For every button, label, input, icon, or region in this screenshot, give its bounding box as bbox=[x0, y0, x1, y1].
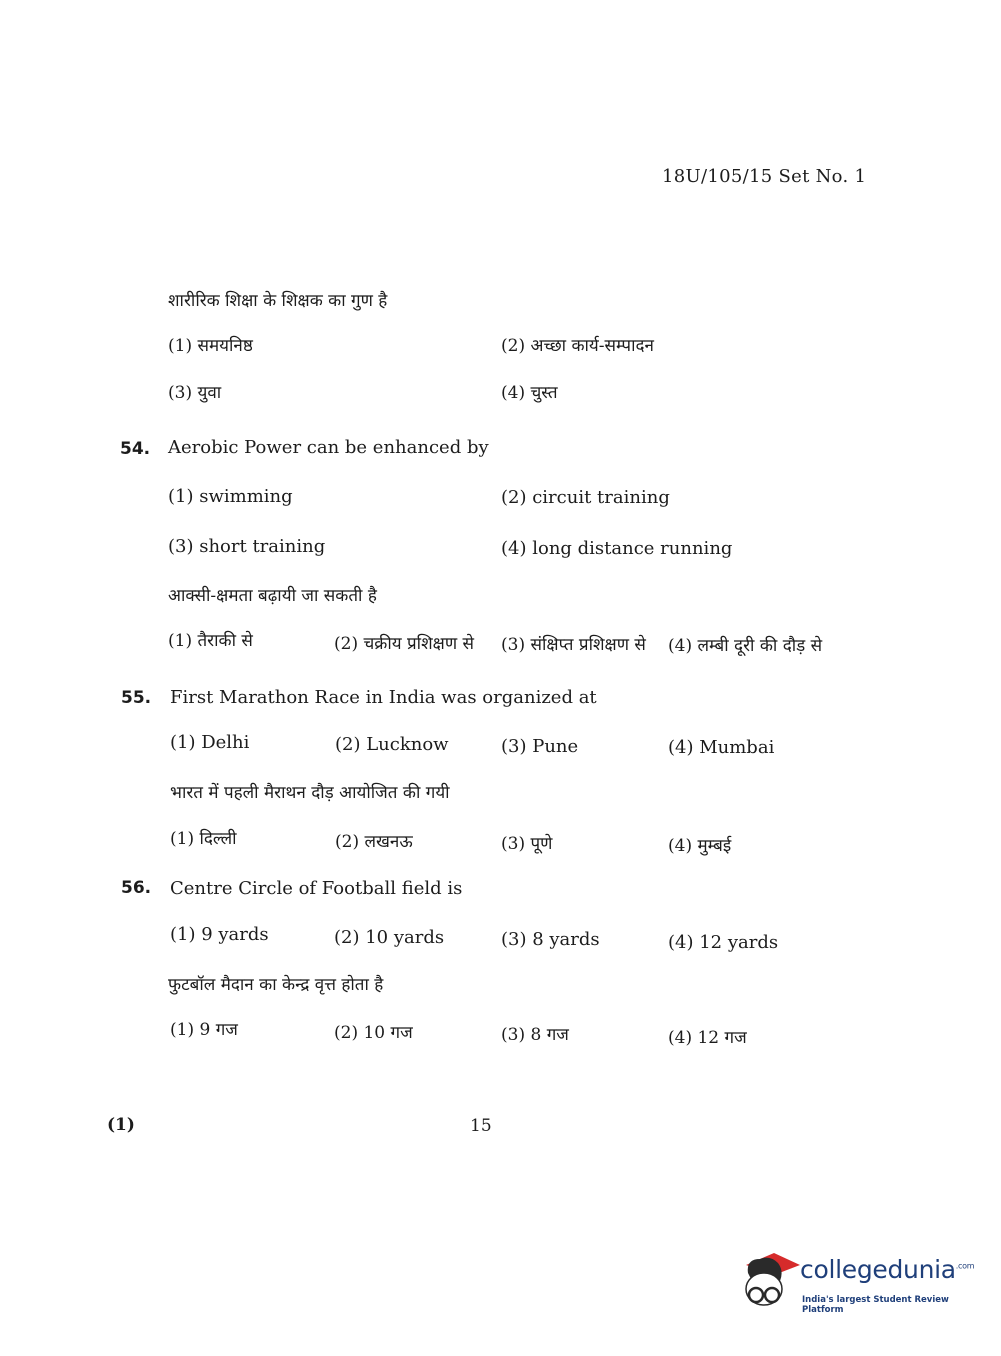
q53-option-2: (2) अच्छा कार्य-सम्पादन bbox=[501, 336, 654, 356]
logo-name: collegedunia bbox=[800, 1255, 956, 1284]
q55-option-3: (3) Pune bbox=[501, 736, 579, 757]
q54-hindi-question: आक्सी-क्षमता बढ़ायी जा सकती है bbox=[168, 586, 377, 606]
q56-option-1: (1) 9 yards bbox=[170, 924, 269, 945]
q56-hindi-option-3: (3) 8 गज bbox=[501, 1025, 569, 1045]
q55-hindi-option-4: (4) मुम्बई bbox=[668, 836, 732, 856]
logo-wordmark bbox=[800, 1255, 974, 1284]
q55-hindi-question: भारत में पहली मैराथन दौड़ आयोजित की गयी bbox=[170, 783, 450, 803]
q54-question: Aerobic Power can be enhanced by bbox=[168, 437, 489, 458]
q54-hindi-option-3: (3) संक्षिप्त प्रशिक्षण से bbox=[501, 635, 646, 655]
q56-hindi-question: फुटबॉल मैदान का केन्द्र वृत्त होता है bbox=[168, 975, 384, 995]
q54-option-2: (2) circuit training bbox=[501, 487, 670, 508]
logo-tagline: India's largest Student Review Platform bbox=[802, 1295, 949, 1315]
collegedunia-logo bbox=[740, 1245, 975, 1325]
page-number: 15 bbox=[470, 1116, 492, 1136]
q55-hindi-option-1: (1) दिल्ली bbox=[170, 829, 237, 849]
q55-hindi-option-2: (2) लखनऊ bbox=[335, 832, 413, 852]
q54-hindi-option-2: (2) चक्रीय प्रशिक्षण से bbox=[334, 634, 475, 654]
q53-hindi-question: शारीरिक शिक्षा के शिक्षक का गुण है bbox=[168, 291, 388, 311]
q55-number: 55. bbox=[121, 688, 152, 708]
q55-option-2: (2) Lucknow bbox=[335, 734, 449, 755]
q55-hindi-option-3: (3) पूणे bbox=[501, 834, 553, 854]
q55-option-1: (1) Delhi bbox=[170, 732, 250, 753]
q56-option-4: (4) 12 yards bbox=[668, 932, 779, 953]
q54-option-1: (1) swimming bbox=[168, 486, 293, 507]
logo-suffix: .com bbox=[955, 1261, 975, 1271]
q53-option-4: (4) चुस्त bbox=[501, 383, 558, 403]
q54-hindi-option-1: (1) तैराकी से bbox=[168, 631, 253, 651]
q54-option-3: (3) short training bbox=[168, 536, 326, 557]
q53-option-1: (1) समयनिष्ठ bbox=[168, 336, 253, 356]
q56-option-2: (2) 10 yards bbox=[334, 927, 445, 948]
q56-question: Centre Circle of Football field is bbox=[170, 878, 463, 899]
q56-hindi-option-1: (1) 9 गज bbox=[170, 1020, 238, 1040]
q53-option-3: (3) युवा bbox=[168, 383, 222, 403]
q56-number: 56. bbox=[121, 878, 152, 898]
q54-option-4: (4) long distance running bbox=[501, 538, 733, 559]
q55-option-4: (4) Mumbai bbox=[668, 737, 775, 758]
q54-number: 54. bbox=[120, 439, 151, 459]
q56-hindi-option-4: (4) 12 गज bbox=[668, 1028, 747, 1048]
q55-question: First Marathon Race in India was organized at bbox=[170, 687, 597, 708]
mascot-icon bbox=[740, 1245, 802, 1315]
q56-hindi-option-2: (2) 10 गज bbox=[334, 1023, 413, 1043]
set-marker: (1) bbox=[107, 1115, 135, 1135]
q56-option-3: (3) 8 yards bbox=[501, 929, 600, 950]
set-code: 18U/105/15 Set No. 1 bbox=[662, 166, 867, 187]
q54-hindi-option-4: (4) लम्बी दूरी की दौड़ से bbox=[668, 636, 823, 656]
